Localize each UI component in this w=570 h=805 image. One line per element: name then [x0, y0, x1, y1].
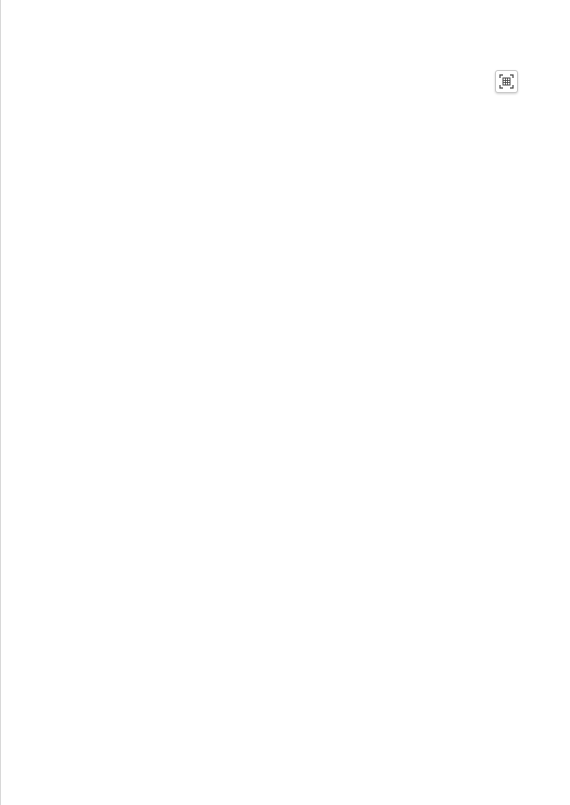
screenshot-tool-button[interactable]: [495, 70, 518, 93]
screenshot-icon: [499, 74, 514, 89]
